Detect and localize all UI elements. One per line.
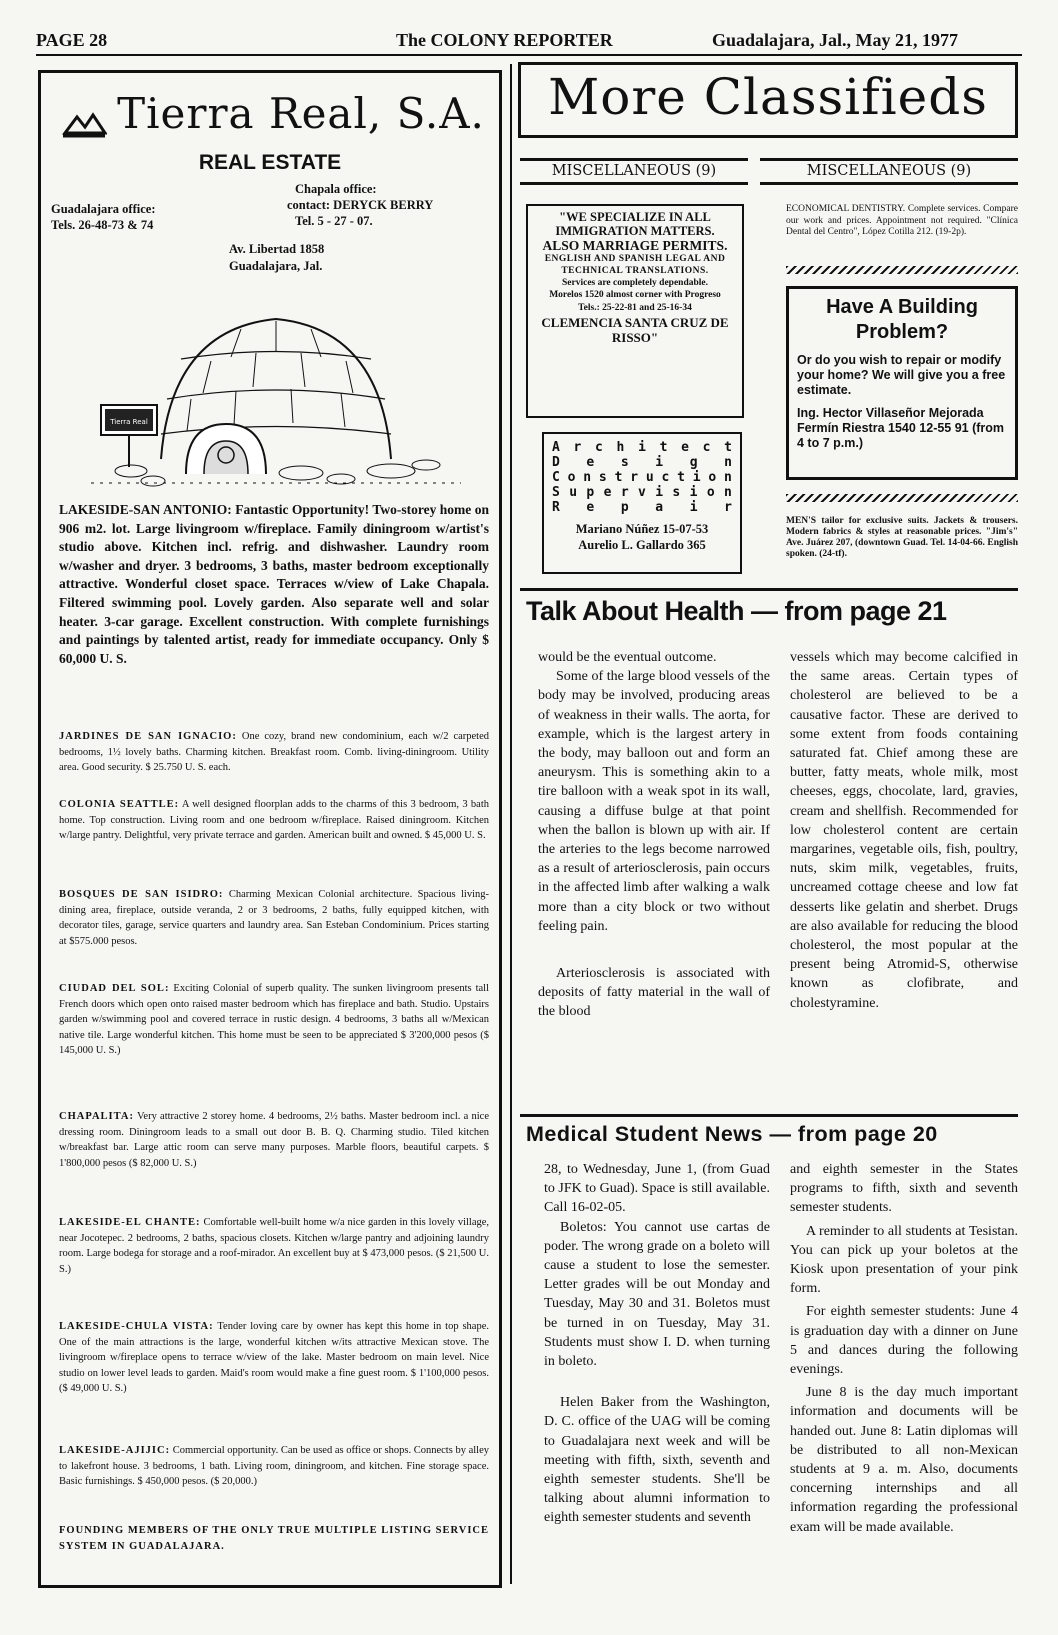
- architect-letter: p: [620, 500, 629, 515]
- architect-letter: n: [724, 455, 732, 470]
- architect-letter: e: [603, 485, 612, 500]
- company-name: Tierra Real, S.A.: [117, 89, 485, 138]
- immigration-line-3: ENGLISH AND SPANISH LEGAL AND TECHNICAL TRANSLATIONS.: [544, 254, 726, 276]
- listing-name: LAKESIDE-AJIJIC:: [59, 1445, 171, 1456]
- architect-letter: o: [708, 470, 717, 485]
- architect-service-row: [552, 470, 732, 485]
- medical-paragraph: For eighth semester students: June 4 is graduation day with a dinner on June 5 and dances during the following evenings.: [790, 1304, 1018, 1378]
- listing-text: Commercial opportunity. Can be used as office or shops. Connects by alley to lakefront house. 3 bedrooms, 1 bath. Living room, diningroom, and kitchen. Fine storage space. Basic furnishings. $ 450,000 pesos. ($ 20,000.): [59, 1445, 489, 1487]
- listing-text: Exciting Colonial of superb quality. The sunken livingroom presents tall French doors which open onto raised master bedroom which has fireplace and bath. Studio. Upstairs garden w/swimming pool and covered terrace in rustic design. 4 bedrooms, 3 baths all w/Mexican native tile. Large wonderful kitchen. This home must be seen to be appreciated $ 3'200,000 pesos ($ 145,000 U. S.): [59, 983, 489, 1056]
- gdl-office-label: Guadalajara office:: [51, 202, 156, 216]
- architect-letter: r: [630, 470, 639, 485]
- architect-letter: r: [724, 500, 732, 515]
- architect-letter: v: [638, 485, 646, 500]
- misc-header-right: MISCELLANEOUS (9): [760, 158, 1018, 185]
- listing-bosques: [59, 887, 489, 981]
- architect-service-row: [552, 500, 732, 515]
- listing-ciudad-del-sol: [59, 981, 489, 1109]
- architect-services: [552, 440, 732, 515]
- architect-letter: e: [586, 500, 595, 515]
- listing-text: One cozy, brand new condominium, each w/2 carpeted bedrooms, 1½ lovely baths. Charming kitchen. Breakfast room. Comb. living-diningroom. Utility area. Good security. $ 25.750 U. S. each.: [59, 731, 489, 773]
- building-ad: [786, 286, 1018, 480]
- classifieds-banner: [518, 62, 1018, 138]
- listing-name: LAKESIDE-CHULA VISTA:: [59, 1321, 214, 1332]
- listing-colonia-seattle: [59, 797, 489, 887]
- listing-name: COLONIA SEATTLE:: [59, 799, 180, 810]
- architect-letter: i: [689, 485, 698, 500]
- health-paragraph: vessels which may become calcified in the same areas. Certain types of cholesterol are believed to be a causative factor. These are derived to some extent from foods containing saturated fat. Chief among these are butter, fatty meats, whole milk, most cheeses, eggs, chocolate, lard, gravies, cream and shellfish. Recommended for low cholesterol content are certain margarines, vegetable oils, fish, poultry, nuts, skim milk, vegetables, fruits, uncreamed cottage cheese and low fat desserts like gelatin and sherbet. Drugs are also available for reducing the blood cholesterol, the most popular at the present being Atromid-S, otherwise known as clofibrate, and cholestyramine.: [790, 650, 1018, 1011]
- listing-jardines: [59, 729, 489, 797]
- architect-letter: i: [692, 470, 701, 485]
- header-rule: [36, 54, 1022, 56]
- architect-letter: s: [598, 470, 607, 485]
- ad-tagline: REAL ESTATE: [198, 151, 342, 174]
- architect-letter: S: [552, 485, 560, 500]
- medical-paragraph: Helen Baker from the Washington, D. C. office of the UAG will be coming to Guadalajara next week and will be meeting with fifth, sixth, seventh and eighth semester students. She'll be talking about alumni information to eighth semester students and seventh: [544, 1395, 770, 1526]
- architect-letter: r: [620, 485, 629, 500]
- architect-letter: t: [614, 470, 623, 485]
- wavy-divider: [786, 494, 1018, 502]
- listing-text: Tender loving care by owner has kept this home in top shape. One of the main attractions is the large, wonderful kitchen w/its attractive Mexican stove. The livingroom w/fireplace opens to terrace w/view of the lake. Master bedroom on main level. Nice studio on lower level leads to garden. Maid's room would make a fine guest room. $ 1'100,000 pesos. ($ 49,000 U. S.): [59, 1321, 490, 1394]
- architect-letter: c: [595, 440, 603, 455]
- dateline: Guadalajara, Jal., May 21, 1977: [712, 30, 958, 50]
- listing-lakeside-san-antonio: LAKESIDE-SAN ANTONIO: Fantastic Opportunity! Two-storey home on 906 m2. lot. Large livingroom w/fireplace. Family diningroom w/artist's studio above. Kitchen incl. refrig. and dishwasher. Laundry room w/washer and dryer. 3 bedrooms, 3 baths, master bedroom exceptionally attractive. Wonderful closet space. Terraces w/view of Lake Chapala. Filtered swimming pool. Lovely garden. Also separate well and solar heater. 3-car garage. Excellent construction. With complete furnishings and paintings by talented artist, ready for immediate occupancy. Only $ 60,000 U. S.: [59, 502, 489, 666]
- medical-paragraph: June 8 is the day much important information and documents will be handed out. June 8: Latin diplomas will be distributed to all non-Mexican students at 9 a. m. Also, documents concerning internships and all information regarding the professional exam will be made available.: [790, 1385, 1018, 1535]
- architect-letter: C: [552, 470, 560, 485]
- building-body: Or do you wish to repair or modify your home? We will give you a free estimate.: [797, 353, 1006, 397]
- architect-letter: u: [645, 470, 654, 485]
- immigration-ad: [526, 204, 744, 418]
- architect-letter: g: [689, 455, 698, 470]
- architect-letter: i: [655, 485, 664, 500]
- tailor-ad: MEN'S tailor for exclusive suits. Jackets & trousers. Modern fabrics & styles at reasonable prices. "Jim's" Ave. Juárez 207, (downtown Guad. Tel. 14-04-66. English spoken. (24-tf).: [786, 516, 1018, 559]
- architect-letter: n: [724, 470, 732, 485]
- architect-letter: t: [724, 440, 732, 455]
- architect-letter: e: [586, 455, 595, 470]
- building-contact: Ing. Hector Villaseñor Mejorada Fermín Riestra 1540 12-55 91 (from 4 to 7 p.m.): [797, 406, 1005, 450]
- architect-letter: s: [620, 455, 629, 470]
- listing-text: Very attractive 2 storey home. 4 bedrooms, 2½ baths. Master bedroom incl. a nice dressing room. Diningroom leads to a small out door B. B. Q. Charming studio. Tiled kitchen w/breakfast bar. Large attic room can serve many purposes. Marble floors, beautiful carpets. $ 1'800,000 pesos ($ 82,000 U. S.): [59, 1111, 489, 1169]
- ad-logo: [53, 89, 493, 139]
- immigration-line-2: ALSO MARRIAGE PERMITS.: [542, 238, 728, 253]
- architect-letter: A: [552, 440, 560, 455]
- architect-letter: n: [724, 485, 732, 500]
- architect-letter: a: [655, 500, 664, 515]
- architect-service-row: [552, 440, 732, 455]
- building-title: Have A Building Problem?: [826, 296, 978, 343]
- architect-letter: t: [677, 470, 685, 485]
- igloo-illustration: [91, 289, 461, 489]
- listing-name: JARDINES DE SAN IGNACIO:: [59, 731, 237, 742]
- architect-letter: i: [638, 440, 646, 455]
- architect-letter: c: [661, 470, 670, 485]
- listing-name: LAKESIDE-EL CHANTE:: [59, 1217, 201, 1228]
- immigration-line-4: Services are completely dependable.: [562, 278, 708, 288]
- architect-letter: o: [567, 470, 576, 485]
- column-divider: [510, 64, 512, 1584]
- architect-letter: s: [672, 485, 681, 500]
- listing-el-chante: [59, 1215, 489, 1319]
- listing-text: Charming Mexican Colonial architecture. Spacious living-dining area, fireplace, outside veranda, 2 or 3 bedrooms, 2 baths, fully equipped kitchen, with decorator tiles, garage, service quarters and laundry area. San Esteban Condominium. Prices starting at $575.000 pesos.: [59, 889, 489, 947]
- health-paragraph: would be the eventual outcome.: [538, 650, 717, 665]
- listing-chapalita: [59, 1109, 489, 1215]
- medical-paragraph: Boletos: You cannot use cartas de poder. The wrong grade on a boleto will cause a student to lose the semester. Letter grades will be out Monday and Tuesday, May 30 and 31. Boletos must be turned in on Tuesday, May 31. Students must show I. D. when turning in boleto.: [544, 1219, 770, 1370]
- wavy-divider: [786, 266, 1018, 274]
- architect-contact-1: Mariano Núñez 15-07-53: [575, 522, 709, 536]
- misc-header-left: MISCELLANEOUS (9): [520, 158, 748, 185]
- architect-contact-2: Aurelio L. Gallardo 365: [578, 538, 706, 552]
- immigration-line-1: "WE SPECIALIZE IN ALL IMMIGRATION MATTERS.: [555, 210, 715, 238]
- health-title: Talk About Health — from page 21: [526, 596, 947, 626]
- listing-text: Comfortable well-built home w/a nice garden in this lovely village, near Jocotepec. 2 bedrooms, 2 baths, spacious closets. Kitchen w/large pantry and adjoining laundry room. Large bodega for storage and a roof-mirador. An excellent buy at $ 473,000 pesos. ($ 21,500 U. S.): [59, 1217, 490, 1275]
- chapala-contact: contact: DERYCK BERRY: [287, 198, 434, 212]
- architect-letter: o: [706, 485, 715, 500]
- immigration-line-6: Tels.: 25-22-81 and 25-16-34: [578, 303, 692, 313]
- section-rule: [520, 588, 1018, 591]
- address-line-2: Guadalajara, Jal.: [229, 259, 323, 273]
- masthead: The COLONY REPORTER: [396, 30, 613, 50]
- chapala-office-label: Chapala office:: [295, 182, 377, 196]
- section-rule: [520, 1114, 1018, 1117]
- architect-letter: D: [552, 455, 560, 470]
- architect-letter: i: [689, 500, 698, 515]
- company-logo-icon: [61, 109, 107, 139]
- architect-letter: t: [659, 440, 668, 455]
- listing-text: A well designed floorplan adds to the charms of this 3 bedroom, 3 bath home. Top construction. Living room and one bedroom w/fireplace. Raised diningroom. Kitchen w/large pantry. Delightful, very private terrace and garden. American built and owned. $ 45,000 U. S.: [59, 799, 489, 841]
- real-estate-ad: [38, 70, 502, 1588]
- classifieds-title: More Classifieds: [548, 68, 988, 126]
- dentistry-ad: ECONOMICAL DENTISTRY. Complete services. Compare our work and prices. Appointment not required. "Clínica Dental del Centro", López Cotilla 212. (19-2p).: [786, 204, 1018, 237]
- address-block: [229, 241, 324, 275]
- medical-title: Medical Student News — from page 20: [526, 1122, 938, 1146]
- address-line-1: Av. Libertad 1858: [229, 242, 325, 256]
- architect-letter: e: [681, 440, 689, 455]
- architect-letter: R: [552, 500, 560, 515]
- chapala-tel: Tel. 5 - 27 - 07.: [295, 214, 373, 228]
- architect-letter: h: [616, 440, 625, 455]
- medical-paragraph: and eighth semester in the States programs to fifth, sixth and seventh semester students.: [790, 1162, 1018, 1216]
- listing-ajijic: [59, 1443, 489, 1523]
- gdl-office-block: [51, 201, 156, 233]
- medical-column-1: [544, 1160, 770, 1528]
- chapala-office-block: [287, 181, 433, 229]
- architect-letter: i: [655, 455, 664, 470]
- health-paragraph: Arteriosclerosis is associated with deposits of fatty material in the wall of the blood: [538, 966, 770, 1020]
- medical-paragraph: 28, to Wednesday, June 1, (from Guad to JFK to Guad). Space is still available. Call 16-02-05.: [544, 1162, 770, 1216]
- architect-letter: c: [702, 440, 711, 455]
- architect-service-row: [552, 485, 732, 500]
- health-column-1: [538, 648, 770, 1022]
- immigration-line-5: Morelos 1520 almost corner with Progreso: [549, 290, 721, 300]
- gdl-office-tels: Tels. 26-48-73 & 74: [51, 218, 154, 232]
- health-column-2: [790, 648, 1018, 1013]
- listing-footer: FOUNDING MEMBERS OF THE ONLY TRUE MULTIPLE LISTING SERVICE SYSTEM IN GUADALAJARA.: [59, 1525, 489, 1552]
- listing-name: CIUDAD DEL SOL:: [59, 983, 170, 994]
- page-number: PAGE 28: [36, 30, 108, 50]
- immigration-line-7: CLEMENCIA SANTA CRUZ DE RISSO": [541, 315, 729, 345]
- medical-paragraph: A reminder to all students at Tesistan. You can pick up your boletos at the Kiosk upon presentation of your pink form.: [790, 1223, 1018, 1297]
- architect-letter: n: [583, 470, 592, 485]
- listings-list: [59, 729, 489, 1554]
- architect-letter: p: [586, 485, 595, 500]
- architect-letter: u: [569, 485, 578, 500]
- health-paragraph: Some of the large blood vessels of the body may be involved, producing areas of weakness in their walls. The aorta, for example, which is the largest artery in the body, may balloon out and form an aneurysm. This is something akin to a tire balloon with a weak spot in its wall, causing a diffuse bulge at that point when the ballon is blown up with air. If the arteries to the legs become narrowed as a result of arteriosclerosis, pain occurs in the affected limb after walking a walk more than a city block or two without feeling pain.: [538, 669, 770, 934]
- listing-name: BOSQUES DE SAN ISIDRO:: [59, 889, 224, 900]
- listing-name: CHAPALITA:: [59, 1111, 134, 1122]
- igloo-sign-text: Tierra Real: [110, 418, 148, 426]
- medical-column-2: [790, 1160, 1018, 1537]
- architect-letter: r: [573, 440, 582, 455]
- architect-service-row: [552, 455, 732, 470]
- listing-chula-vista: [59, 1319, 489, 1443]
- architect-ad: [542, 432, 742, 574]
